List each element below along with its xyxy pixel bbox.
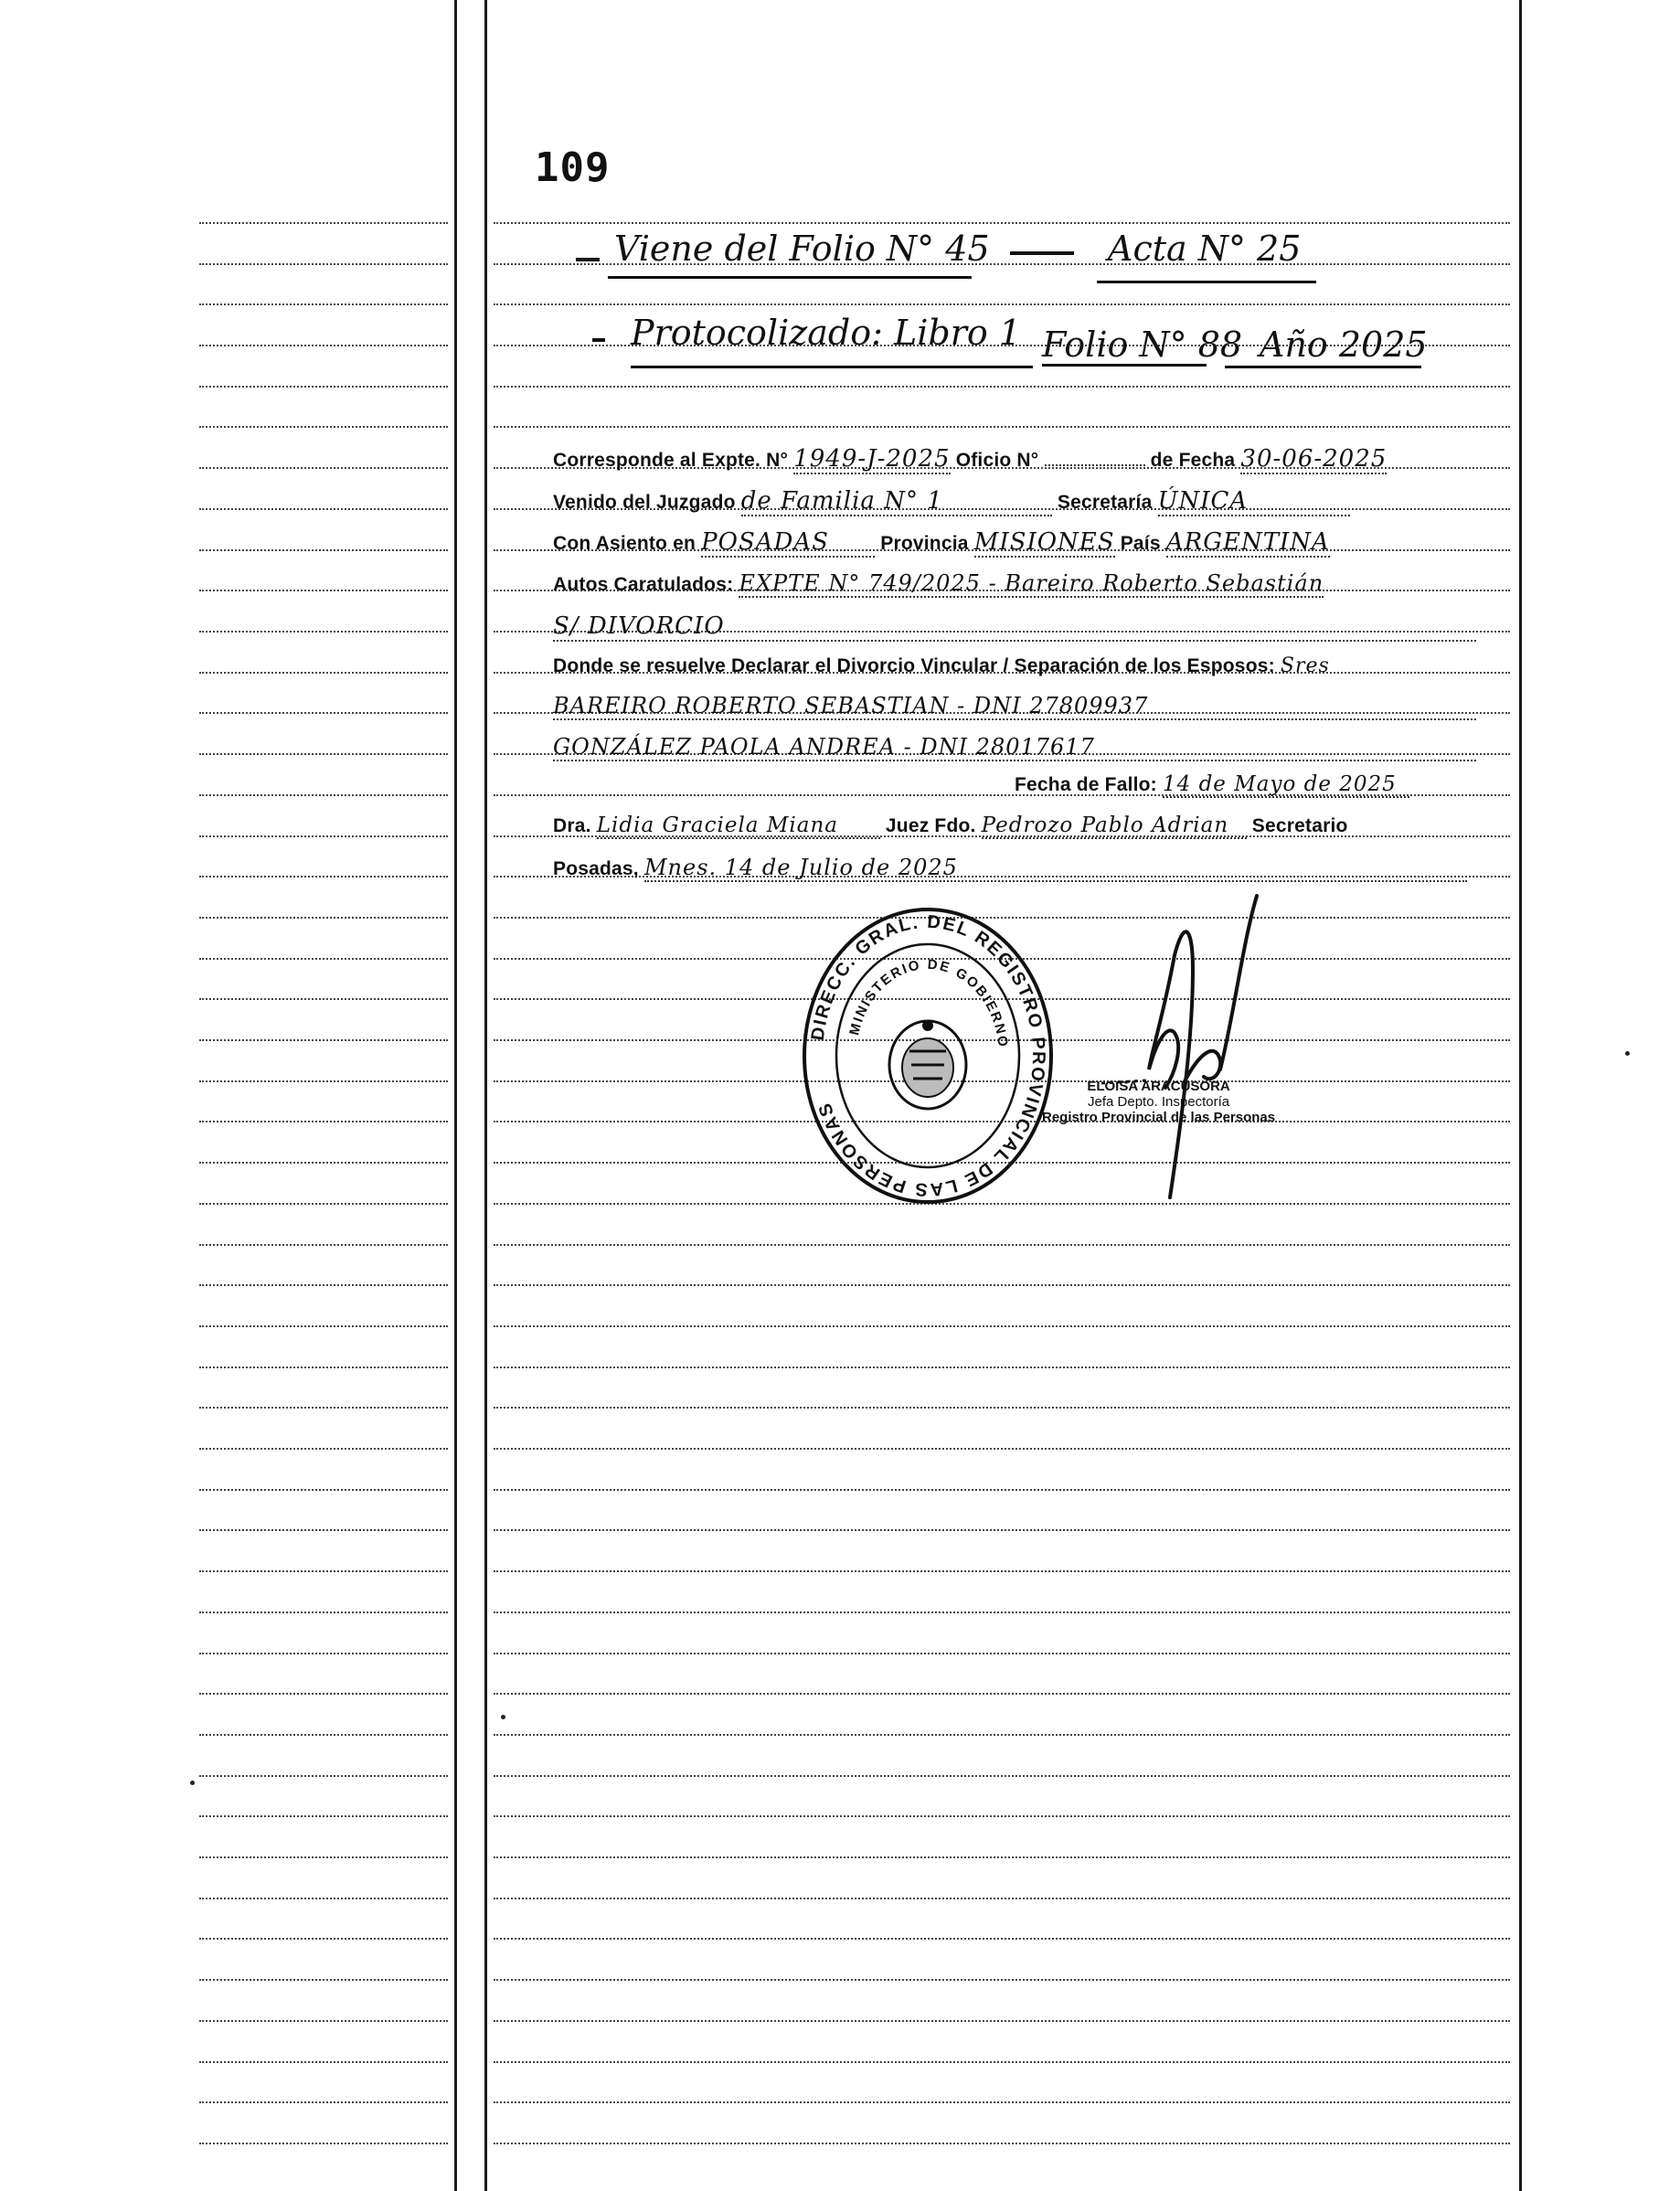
header-dash (1010, 251, 1074, 255)
dra-label: Dra. (553, 815, 591, 836)
header-acta: Acta N° 25 (1108, 229, 1302, 269)
autos-value: EXPTE N° 749/2025 - Bareiro Roberto Sebastián (739, 570, 1324, 596)
signatory-title: Jefa Depto. Inspectoría (1088, 1094, 1230, 1110)
ruled-line (199, 1815, 448, 1817)
header-protocolizado: Protocolizado: Libro 1 (631, 313, 1021, 353)
ruled-line (199, 1898, 448, 1899)
autos-label: Autos Caratulados: (553, 574, 734, 595)
ruled-line (199, 835, 448, 837)
ruled-line (199, 222, 448, 224)
ruled-line (494, 1448, 1510, 1450)
ruled-line (494, 1938, 1510, 1940)
autos-value-2: S/ DIVORCIO (553, 612, 1476, 642)
signatory-org: Registro Provincial de las Personas (1042, 1110, 1276, 1125)
asiento-value: POSADAS (701, 528, 875, 558)
signature-block (1042, 1079, 1275, 1125)
stamp-graphic (800, 905, 1056, 1207)
provincia-value: MISIONES (973, 528, 1115, 556)
oficio-label: Oficio N° (955, 450, 1039, 471)
header-viene-del-folio: Viene del Folio N° 45 (614, 229, 990, 269)
form-row-juzgado (553, 487, 1350, 516)
ruled-line (199, 1203, 448, 1205)
ruled-line (199, 631, 448, 633)
ruled-line (494, 2020, 1510, 2022)
ruled-line (199, 1570, 448, 1572)
dra-value: Lidia Graciela Miana (597, 814, 880, 839)
form-row-fecha-fallo (1015, 772, 1409, 798)
juez-value: Pedrozo Pablo Adrian (982, 814, 1247, 839)
ruled-line (199, 1856, 448, 1858)
speck (501, 1715, 505, 1719)
ruled-line (199, 508, 448, 510)
ruled-line (494, 1898, 1510, 1899)
header-underline (631, 366, 1033, 368)
ruled-line (199, 263, 448, 265)
donde-label: Donde se resuelve Declarar el Divorcio Vincular / Separación de los Esposos: (553, 655, 1275, 676)
ruled-line (199, 386, 448, 388)
ruled-line (494, 1856, 1510, 1858)
form-row-posadas (553, 855, 1467, 882)
ruled-line (199, 958, 448, 960)
ruled-line (199, 345, 448, 346)
ruled-line (494, 1284, 1510, 1286)
form-row-juez (553, 814, 1348, 839)
pais-label: País (1120, 533, 1161, 554)
header-underline (1097, 281, 1316, 283)
ruled-line (199, 467, 448, 469)
ruled-line (199, 2143, 448, 2144)
ruled-line (494, 426, 1510, 428)
speck (190, 1781, 195, 1785)
form-row-donde (553, 654, 1330, 677)
form-row-asiento (553, 528, 1330, 558)
ruled-line (199, 1734, 448, 1736)
ruled-line (199, 2101, 448, 2103)
handwritten-signature (1083, 877, 1293, 1216)
fecha-value: 30-06-2025 (1240, 445, 1388, 473)
page-number: 109 (535, 144, 611, 191)
coat-of-arms-icon (889, 1020, 966, 1109)
ruled-line (199, 1448, 448, 1450)
posadas-value: Mnes. 14 de Julio de 2025 (644, 855, 1467, 882)
ruled-line (494, 1489, 1510, 1491)
ruled-line (199, 426, 448, 428)
ruled-line (494, 1570, 1510, 1572)
secretaria-label: Secretaría (1057, 492, 1153, 513)
ruled-line (494, 1407, 1510, 1409)
ruled-line (199, 1653, 448, 1654)
ruled-line (199, 1693, 448, 1695)
right-margin-rule (1519, 0, 1522, 2191)
pais-value: ARGENTINA (1165, 528, 1330, 556)
ruled-line (199, 1529, 448, 1531)
ruled-line (494, 1325, 1510, 1327)
donde-suffix: Sres (1280, 654, 1330, 677)
ruled-line (494, 386, 1510, 388)
juzgado-label: Venido del Juzgado (553, 492, 736, 513)
ruled-line (199, 1162, 448, 1164)
ruled-line (199, 876, 448, 877)
header-dash (576, 258, 600, 261)
secretaria-value: ÚNICA (1158, 487, 1350, 516)
stamp-inner-text: MINISTERIO DE GOBIERNO (846, 956, 1011, 1049)
ruled-line (199, 1121, 448, 1122)
esposo-2: GONZÁLEZ PAOLA ANDREA - DNI 28017617 (553, 734, 1476, 761)
ruled-line (199, 1367, 448, 1368)
stamp-outer-text: DIRECC. GRAL. DEL REGISTRO PROVINCIAL DE LAS PERSONAS (807, 911, 1049, 1200)
form-row-autos-cont (553, 612, 1476, 642)
secretario-label: Secretario (1251, 815, 1348, 836)
ruled-line (494, 2143, 1510, 2144)
left-margin-rule (454, 0, 457, 2191)
ruled-line (494, 1611, 1510, 1613)
ruled-line (199, 1244, 448, 1246)
juez-label: Juez Fdo. (885, 815, 976, 836)
main-margin-rule (484, 0, 487, 2191)
ruled-line (199, 753, 448, 755)
fecha-fallo-value: 14 de Mayo de 2025 (1163, 772, 1409, 798)
official-stamp (800, 905, 1056, 1211)
ruled-line (199, 1407, 448, 1409)
oficio-value (1045, 464, 1145, 466)
header-folio: Folio N° 88 (1042, 324, 1243, 365)
ruled-line (494, 1734, 1510, 1736)
form-row-autos (553, 570, 1324, 598)
ruled-line (494, 2101, 1510, 2103)
provincia-label: Provincia (880, 533, 969, 554)
ruled-line (199, 672, 448, 674)
ruled-line (199, 1938, 448, 1940)
fecha-fallo-label: Fecha de Fallo: (1015, 774, 1157, 795)
ruled-line (494, 1775, 1510, 1777)
esposo-1: BAREIRO ROBERTO SEBASTIAN - DNI 27809937 (553, 693, 1476, 720)
ruled-line (494, 1244, 1510, 1246)
expte-value: 1949-J-2025 (793, 445, 951, 473)
ruled-line (494, 303, 1510, 305)
header-dash (592, 338, 605, 342)
ruled-line (494, 1529, 1510, 1531)
ruled-line (199, 917, 448, 919)
ruled-line (494, 1367, 1510, 1368)
speck (1625, 1051, 1630, 1056)
ruled-line (199, 1284, 448, 1286)
header-underline (1225, 366, 1421, 368)
ruled-line (199, 2020, 448, 2022)
ruled-line (199, 303, 448, 305)
asiento-label: Con Asiento en (553, 533, 696, 554)
ruled-line (199, 1775, 448, 1777)
header-underline (1042, 364, 1207, 367)
ruled-line (199, 2061, 448, 2063)
ruled-line (199, 549, 448, 551)
ruled-line (199, 712, 448, 714)
expte-label: Corresponde al Expte. N° (553, 450, 789, 471)
ruled-line (199, 1039, 448, 1041)
ruled-line (199, 998, 448, 1000)
ruled-line (494, 1653, 1510, 1654)
ruled-line (199, 1979, 448, 1981)
juzgado-value: de Familia N° 1 (741, 487, 1052, 516)
header-anio: Año 2025 (1260, 324, 1428, 365)
ruled-line (199, 590, 448, 591)
ruled-line (494, 2061, 1510, 2063)
form-row-esposo-1 (553, 693, 1476, 720)
fecha-label: de Fecha (1150, 450, 1236, 471)
form-row-expediente (553, 445, 1387, 474)
posadas-label: Posadas, (553, 858, 639, 879)
header-underline (608, 276, 972, 279)
ruled-line (199, 1325, 448, 1327)
ruled-line (199, 794, 448, 796)
ruled-line (494, 1979, 1510, 1981)
signatory-name: ELOISA ARACUSORA (1087, 1079, 1230, 1094)
form-row-esposo-2 (553, 734, 1476, 761)
ruled-line (199, 1489, 448, 1491)
ruled-line (494, 1815, 1510, 1817)
ruled-line (199, 1080, 448, 1082)
ruled-line (494, 1693, 1510, 1695)
ruled-line (199, 1611, 448, 1613)
ruled-line (494, 222, 1510, 224)
